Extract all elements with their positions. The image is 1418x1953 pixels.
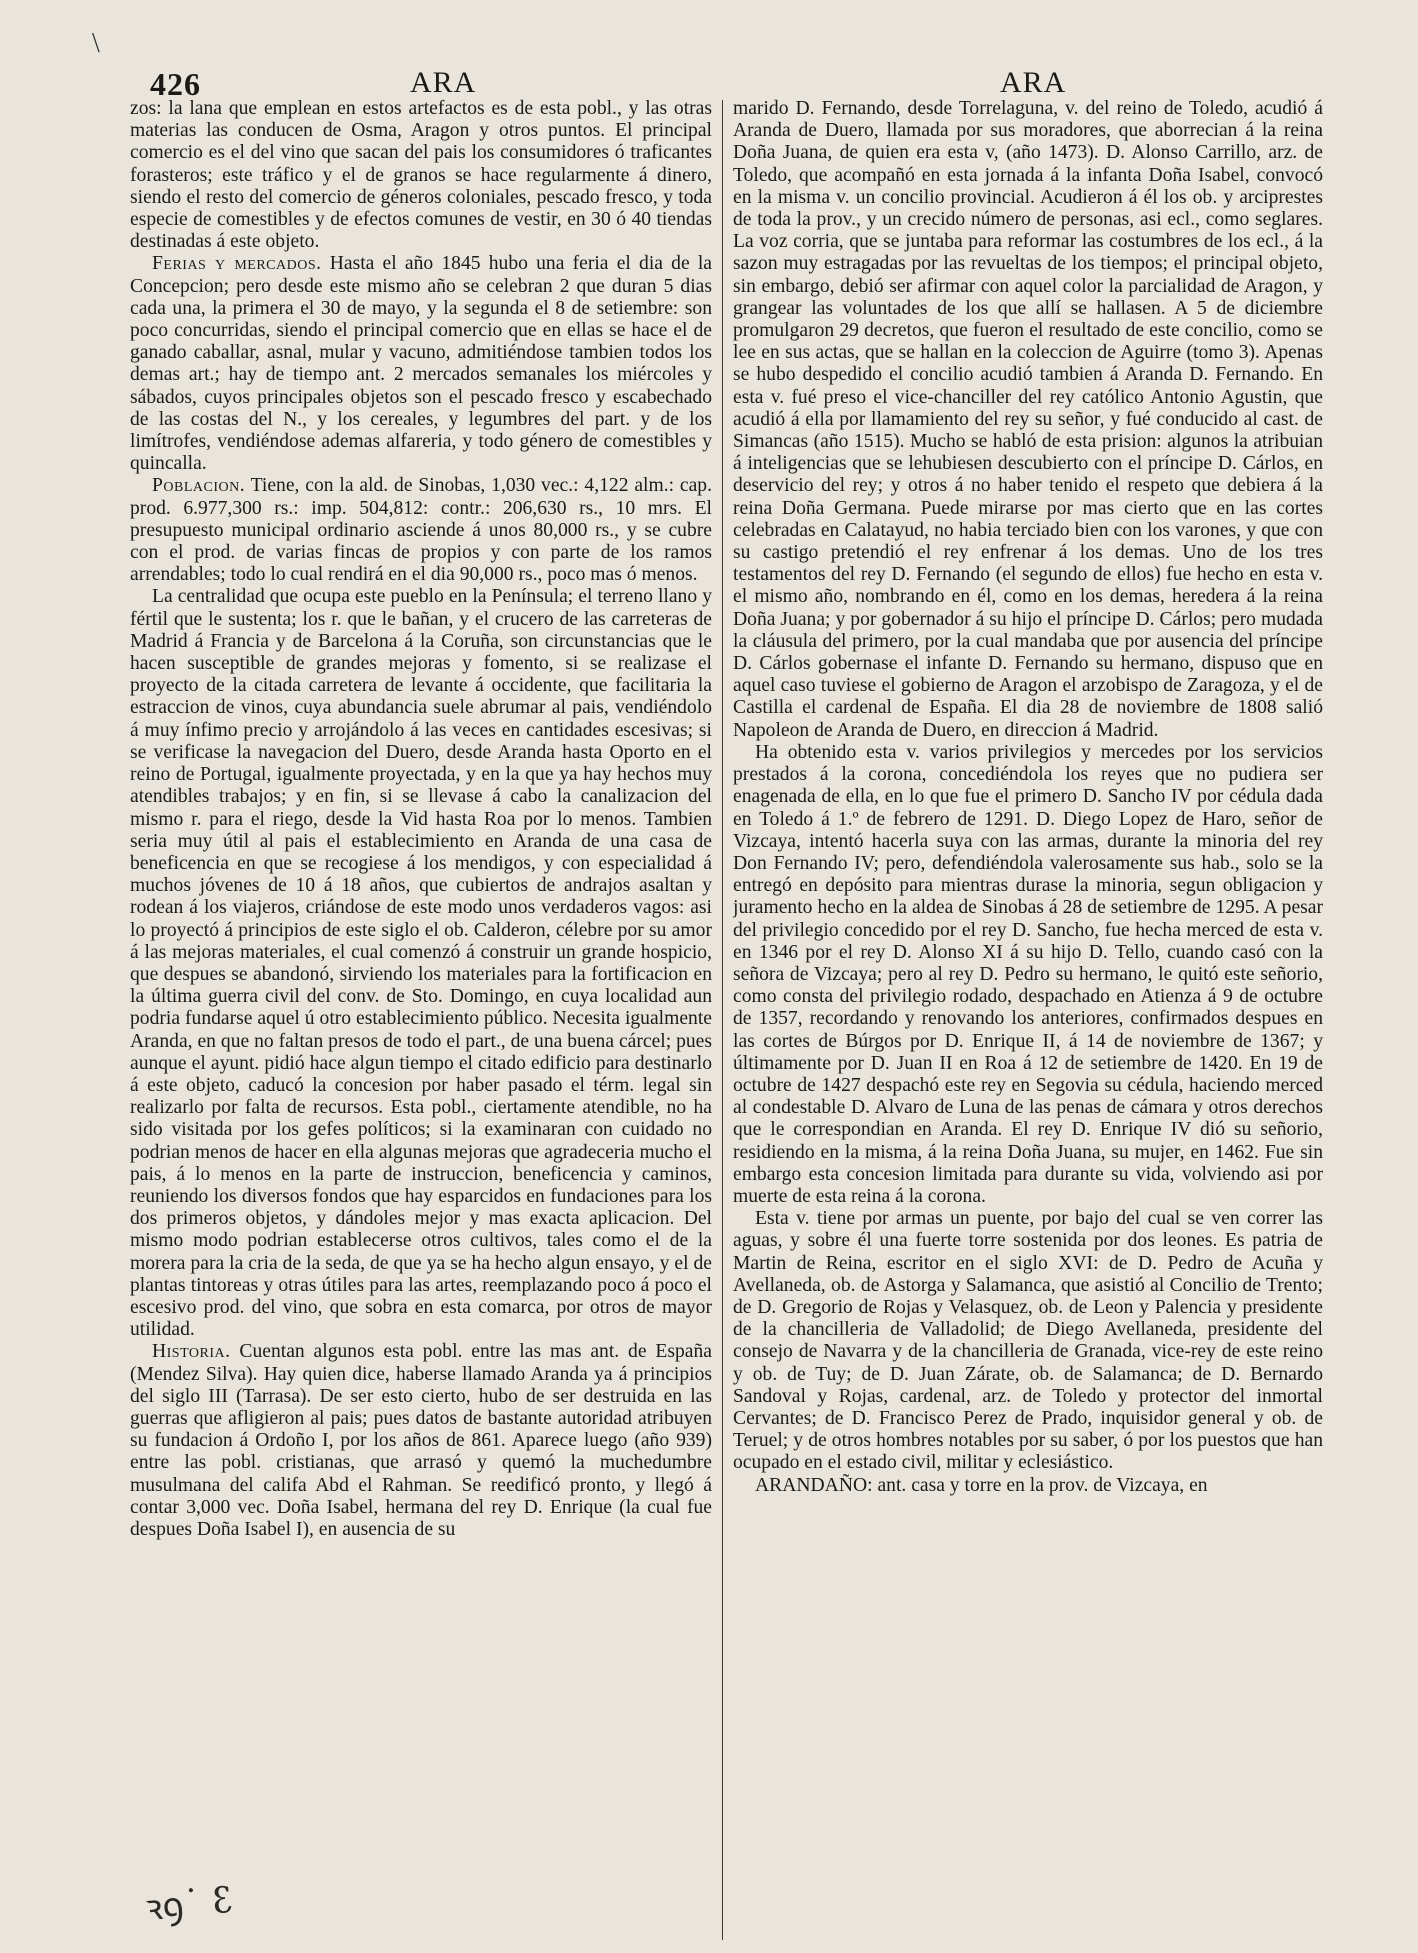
paragraph-text: marido D. Fernando, desde Torrelaguna, v. del reino de Toledo, acudió á Aranda de Duero, llamada por sus moradores, que aborrecian á la reina Doña Juana, de quien era esta v, (año 1473). D. Alonso Carrillo, arz. de Toledo, que acompañó en esta jornada á la infanta Doña Isabel, convocó en la misma v. un concilio provincial. Acudieron á él los ob. y arciprestes de toda la prov., y un crecido número de personas, asi ecl., como seglares. La voz corria, que se juntaba para reformar las costumbres de los ecl., á la sazon muy estragadas por las revueltas de los tiempos; el principal objeto, sin embargo, debió ser afirmar con aquel color la parcialidad de Aragon, y grangear las voluntades de los que allí se hallasen. A 5 de diciembre promulgaron 29 decretos, que fueron el resultado de este concilio, como se lee en sus actas, que se hallan en la coleccion de Aguirre (tomo 3). Apenas se hubo despedido el concilio acudió tambien á Aranda D. Fernando. En esta v. fué preso el vice-chanciller del rey católico Antonio Agustin, que acudió á ella por llamamiento del rey su señor, y fué conducido al cast. de Simancas (año 1515). Mucho se habló de esta prision: algunos la atribuian á inteligencias que se lehubiesen descubierto con el príncipe D. Cárlos, en deservicio del rey; y otros á no haber tenido el respeto que debiera á la reina Doña Germana. Puede mirarse por mas cierto que en las cortes celebradas en Calatayud, no habia terciado bien con los varones, y que con su castigo pretendió el rey enfrenar á los demas. Uno de los tres testamentos del rey D. Fernando (el segundo de ellos) fue hecho en esta v. el mismo año, nombrando en él, como en los demas, heredera á la reina Doña Juana; y por gobernador á su hijo el príncipe D. Cárlos; pero mudada la cláusula del primero, por la cual mandaba que por ausencia del príncipe D. Cárlos gobernase el infante D. Fernando su hermano, dispuso que en aquel caso tuviese el gobierno de Aragon el arzobispo de Zaragoza, y el de Castilla el cardenal de España. El dia 28 de noviembre de 1808 salió Napoleon de Aranda de Duero, en direccion á Madrid.	[733, 98, 1323, 741]
paragraph	[130, 586, 712, 1341]
paragraph	[130, 98, 712, 253]
paragraph	[130, 475, 712, 586]
paragraph	[733, 1475, 1323, 1497]
paragraph-text: ARANDAÑO: ant. casa y torre en la prov. de Vizcaya, en	[755, 1474, 1208, 1496]
column-divider	[722, 100, 723, 1940]
left-column	[130, 98, 712, 1928]
section-heading: Historia.	[152, 1341, 231, 1363]
paragraph-text: Hasta el año 1845 hubo una feria el dia de la Concepcion; pero desde este mismo año se celebran 2 que duran 5 dias cada una, la primera el 30 de mayo, y la segunda el 8 de setiembre: son poco concurridas, siendo el principal comercio que en ellas se hace el de ganado caballar, asnal, mular y vacuno, admitiéndose tambien todos los demas art.; hay de tiempo ant. 2 mercados semanales los miércoles y sábados, cuyos principales objetos son el pescado fresco y escabechado de las costas del N., y los cereales, y legumbres del part. y de los limítrofes, vendiéndose ademas alfareria, y todo género de comestibles y quincalla.	[130, 253, 712, 475]
section-heading: Ferias y mercados.	[152, 253, 322, 275]
paragraph-text: La centralidad que ocupa este pueblo en la Península; el terreno llano y fértil que le sustenta; los r. que le bañan, y el crucero de las carreteras de Madrid á Francia y de Barcelona á la Coruña, son circunstancias que le hacen susceptible de grandes mejoras y fomento, si se realizase el proyecto de la citada carretera de levante á occidente, que facilitaria la estraccion de vinos, cuya abundancia suele abrumar al pais, vendiéndolo á muy ínfimo precio y arrojándolo á las veces en cantidades escesivas; si se verificase la navegacion del Duero, desde Aranda hasta Oporto en el reino de Portugal, igualmente proyectada, y en la que ya hay hechos muy atendibles trabajos; y en fin, si se llevase á cabo la canalizacion del mismo r. para el riego, desde la Vid hasta Roa por lo menos. Tambien seria muy útil al pais el establecimiento en Aranda de una casa de beneficencia en que se recogiese á los mendigos, y con especialidad á muchos jóvenes de 10 á 18 años, que cubiertos de andrajos asaltan y rodean á los viajeros, criándose de este modo unos verdaderos vagos: asi lo proyectó á principios de este siglo el ob. Calderon, célebre por su amor á las mejoras materiales, el cual comenzó á construir un grande hospicio, que despues se abandonó, sirviendo los materiales para la fortificacion en la última guerra civil del conv. de Sto. Domingo, en cuya localidad aun podria fundarse aquel ú otro establecimiento público. Necesita igualmente Aranda, en que no faltan presos de todo el part., de una buena cárcel; pues aunque el ayunt. pidió hace algun tiempo el citado edificio para destinarlo á este objeto, caducó la concesion por haber pasado el térm. legal sin realizarlo por falta de recursos. Esta pobl., ciertamente atendible, no ha sido visitada por los gefes políticos; si la examinaran con cuidado no podrian menos de hacer en ella algunas mejoras que agradeceria mucho el pais, á lo menos en la parte de instruccion, beneficencia y caminos, reuniendo los diversos fondos que hay esparcidos en fundaciones para los dos primeros objetos, y dándoles mejor y mas exacta aplicacion. Del mismo modo podrian establecerse otros cultivos, tales como el de la morera para la cria de la seda, de que ya se ha hecho algun ensayo, y el de plantas tintoreas y otras útiles para las artes, reemplazando poco á poco el escesivo prod. del vino, que sobra en esta comarca, por otros de mayor utilidad.	[130, 586, 712, 1341]
paragraph-text: Esta v. tiene por armas un puente, por bajo del cual se ven correr las aguas, y sobre él una fuerte torre sostenida por dos leones. Es patria de Martin de Reina, escritor en el siglo XVI: de D. Pedro de Acuña y Avellaneda, ob. de Astorga y Salamanca, que asistió al Concilio de Trento; de D. Gregorio de Rojas y Velasquez, ob. de Leon y Palencia y presidente de la chancilleria de Valladolid; de Diego Avellaneda, presidente del consejo de Navarra y de la chancilleria de Granada, vice-rey de este reino y ob. de Tuy; de D. Juan Zárate, ob. de Salamanca; de D. Bernardo Sandoval y Rojas, cardenal, arz. de Toledo y protector del inmortal Cervantes; de D. Francisco Perez de Prado, inquisidor general y ob. de Teruel; y de otros hombres notables por su saber, ó por los puestos que han ocupado en el estado civil, militar y eclesiástico.	[733, 1208, 1323, 1474]
paragraph-text: Tiene, con la ald. de Sinobas, 1,030 vec.: 4,122 alm.: cap. prod. 6.977,300 rs.: imp. 504,812: contr.: 206,630 rs., 10 mrs. El presupuesto municipal ordinario asciende á unos 80,000 rs., y se cubre con el prod. de varias fincas de propios y con parte de los ramos arrendables; todo lo cual rendirá en el dia 90,000 rs., poco mas ó menos.	[130, 475, 712, 586]
stray-mark: \	[92, 28, 100, 59]
right-column	[733, 98, 1323, 1928]
section-heading: Poblacion.	[152, 475, 246, 497]
paragraph	[130, 253, 712, 475]
paragraph-text: Ha obtenido esta v. varios privilegios y mercedes por los servicios prestados á la corona, concediéndola los reyes que no pudiera ser enagenada de ella, en lo que fue el primero D. Sancho IV por cédula dada en Toledo á 1.º de febrero de 1291. D. Diego Lopez de Haro, señor de Vizcaya, intentó hacerla suya con las armas, durante la minoria del rey Don Fernando IV; pero, defendiéndola valerosamente sus hab., solo se la entregó en depósito para mientras durase la minoria, segun obligacion y juramento hecho en la aldea de Sinobas á 28 de setiembre de 1295. A pesar del privilegio concedido por el rey D. Sancho, fue hecha merced de esta v. en 1346 por el rey D. Alonso XI á su hijo D. Tello, cuando casó con la señora de Vizcaya; pero al rey D. Pedro su hermano, le quitó este señorio, como consta del privilegio rodado, despachado en Atienza á 9 de octubre de 1357, recordando y renovando los anteriores, confirmados despues en las cortes de Búrgos por D. Enrique II, á 14 de noviembre de 1367; y últimamente por D. Juan II en Roa á 12 de setiembre de 1420. En 19 de octubre de 1427 despachó este rey en Segovia su cédula, haciendo merced al condestable D. Alvaro de Luna de las penas de cámara y otros derechos que le correspondian en Aranda. El rey D. Enrique IV dió su señorio, residiendo en la misma, á la reina Doña Juana, su mujer, en 1462. Fue sin embargo esta concesion limitada para durante su vida, volviendo asi por muerte de esta reina á la corona.	[733, 741, 1323, 1207]
handwritten-marks: ꝛꝯ˙ ꜫ	[143, 1879, 235, 1930]
paragraph	[130, 1341, 712, 1541]
page-number: 426	[150, 66, 201, 102]
paragraph-text: Cuentan algunos esta pobl. entre las mas ant. de España (Mendez Silva). Hay quien dice, haberse llamado Aranda ya á principios del siglo III (Tarrasa). De ser esto cierto, hubo de ser destruida en las guerras que afligieron al pais; pues datos de bastante autoridad atribuyen su fundacion á Ordoño I, por los años de 861. Aparece luego (año 939) entre las pobl. cristianas, que arrasó y quemó la muchedumbre musulmana del califa Abd el Rahman. Se reedificó pronto, y llegó á contar 3,000 vec. Doña Isabel, hermana del rey D. Enrique (la cual fue despues Doña Isabel I), en ausencia de su	[130, 1341, 712, 1540]
paragraph-text: zos: la lana que emplean en estos artefactos es de esta pobl., y las otras materias las conducen de Osma, Aragon y otros puntos. El principal comercio es el del vino que sacan del pais los consumidores ó traficantes forasteros; este tráfico y el de granos se hace regularmente á dinero, siendo el resto del comercio de géneros coloniales, pescado fresco, y toda especie de comestibles y de efectos comunes de vestir, en 30 ó 40 tiendas destinadas á este objeto.	[130, 98, 712, 253]
paragraph	[733, 1208, 1323, 1474]
running-title-left: ARA	[410, 66, 477, 99]
running-title-right: ARA	[1000, 66, 1067, 99]
paragraph	[733, 742, 1323, 1208]
paragraph	[733, 98, 1323, 742]
